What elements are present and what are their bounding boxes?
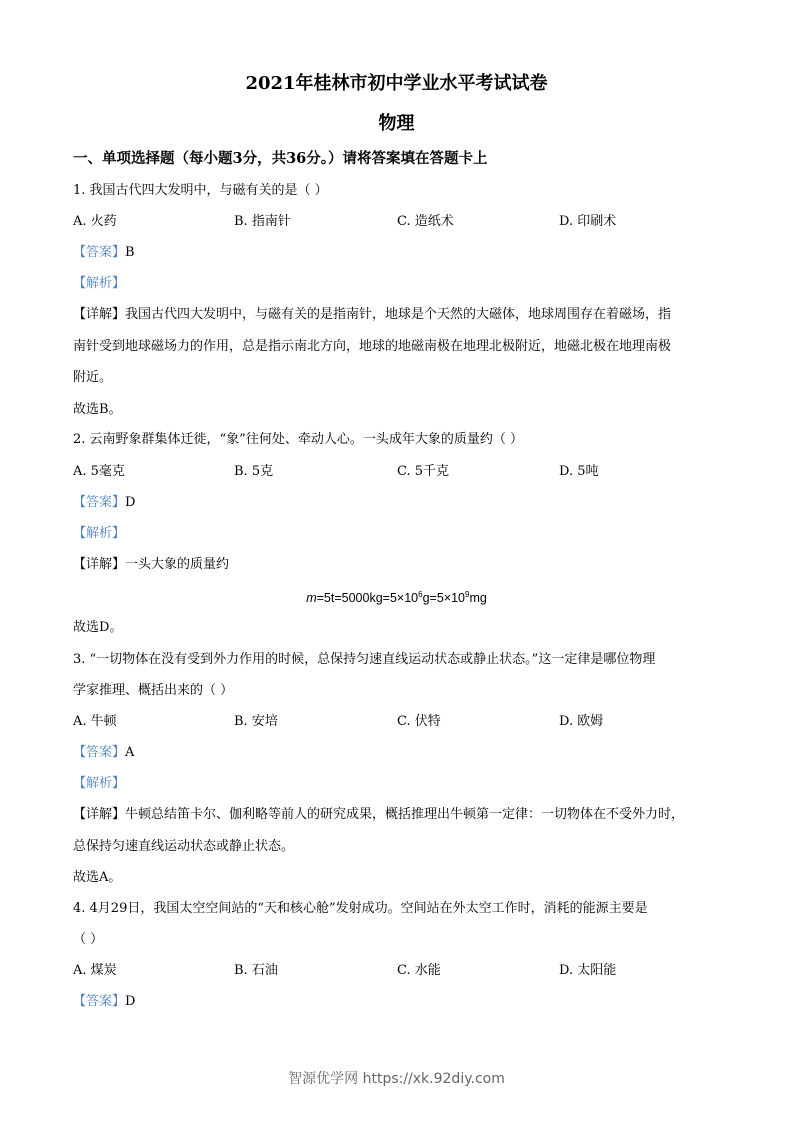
q2-option-c: C. 5千克 — [397, 464, 450, 479]
q3-answer — [73, 745, 134, 761]
answer-value: B — [125, 245, 135, 260]
formula-exponent: 9 — [464, 590, 470, 599]
detail-text: 牛顿总结笛卡尔、伽利略等前人的研究成果，概括推理出牛顿第一定律：一切物体在不受外力时， — [125, 807, 685, 822]
q4-answer — [73, 994, 135, 1010]
q1-answer — [73, 245, 135, 261]
question-3-stem: 学家推理、概括出来的（ ） — [73, 683, 234, 698]
q1-conclusion: 故选B。 — [73, 402, 122, 417]
section-header: 一、单项选择题（每小题3分，共36分。）请将答案填在答题卡上 — [73, 150, 488, 167]
footer-watermark: 智源优学网 https://xk.92diy.com — [288, 1071, 505, 1087]
q3-option-a: A. 牛顿 — [73, 714, 117, 729]
formula-exponent: 6 — [418, 590, 423, 599]
question-4-stem: 4. 4月29日，我国太空空间站的“天和核心舱”发射成功。空间站在外太空工作时，消耗的能源主要是 — [73, 901, 648, 916]
q4-option-d: D. 太阳能 — [559, 963, 617, 978]
answer-value: A — [125, 745, 135, 760]
detail-text: 一头大象的质量约 — [125, 557, 230, 572]
subject-title: 物理 — [378, 113, 415, 134]
question-3-stem: 3. “一切物体在没有受到外力作用的时候，总保持匀速直线运动状态或静止状态。”这一定律是哪位物理 — [73, 652, 656, 667]
q1-option-a: A. 火药 — [73, 214, 117, 229]
q3-analysis-tag: 【解析】 — [73, 776, 126, 791]
q2-conclusion: 故选D。 — [73, 620, 123, 635]
detail-tag: 【详解】 — [73, 307, 126, 322]
q1-option-d: D. 印刷术 — [559, 214, 617, 229]
formula-part: =5t=5000kg=5×10 — [316, 591, 419, 605]
answer-tag: 【答案】 — [73, 994, 126, 1009]
question-2-stem: 2. 云南野象群集体迁徙，“象”往何处、牵动人心。一头成年大象的质量约（ ） — [73, 432, 523, 447]
q3-detail-line: 总保持匀速直线运动状态或静止状态。 — [73, 839, 295, 854]
q1-option-c: C. 造纸术 — [397, 214, 454, 229]
q4-option-a: A. 煤炭 — [73, 963, 117, 978]
q2-option-d: D. 5吨 — [559, 464, 599, 479]
q3-option-b: B. 安培 — [234, 714, 278, 729]
q1-option-b: B. 指南针 — [234, 214, 291, 229]
question-4-stem: （ ） — [73, 932, 104, 947]
q4-option-b: B. 石油 — [234, 963, 278, 978]
formula-part: mg — [469, 591, 487, 605]
q4-option-c: C. 水能 — [397, 963, 441, 978]
question-1-stem: 1. 我国古代四大发明中，与磁有关的是（ ） — [73, 183, 328, 198]
answer-tag: 【答案】 — [73, 745, 126, 760]
q1-analysis-tag: 【解析】 — [73, 276, 126, 291]
q3-option-d: D. 欧姆 — [559, 714, 604, 729]
answer-tag: 【答案】 — [73, 495, 126, 510]
q3-conclusion: 故选A。 — [73, 870, 122, 885]
q2-detail-line — [73, 557, 229, 573]
q2-option-b: B. 5克 — [234, 464, 274, 479]
answer-tag: 【答案】 — [73, 245, 126, 260]
q1-detail-line: 附近。 — [73, 370, 113, 385]
detail-tag: 【详解】 — [73, 807, 126, 822]
detail-tag: 【详解】 — [73, 557, 126, 572]
answer-value: D — [125, 994, 136, 1009]
exam-title: 2021年桂林市初中学业水平考试试卷 — [245, 73, 548, 94]
q1-detail-line: 南针受到地球磁场力的作用，总是指示南北方向，地球的地磁南极在地理北极附近，地磁北极在地理南极 — [73, 339, 672, 354]
q2-option-a: A. 5毫克 — [73, 464, 125, 479]
formula-part: g=5×10 — [422, 591, 465, 605]
q2-answer — [73, 495, 135, 511]
q3-detail-line — [73, 807, 684, 823]
mass-formula — [0, 590, 793, 606]
q2-analysis-tag: 【解析】 — [73, 526, 126, 541]
q1-detail-line — [73, 307, 671, 323]
answer-value: D — [125, 495, 136, 510]
q3-option-c: C. 伏特 — [397, 714, 441, 729]
formula-variable: m — [306, 591, 317, 605]
detail-text: 我国古代四大发明中，与磁有关的是指南针，地球是个天然的大磁体，地球周围存在着磁场，指 — [125, 307, 672, 322]
